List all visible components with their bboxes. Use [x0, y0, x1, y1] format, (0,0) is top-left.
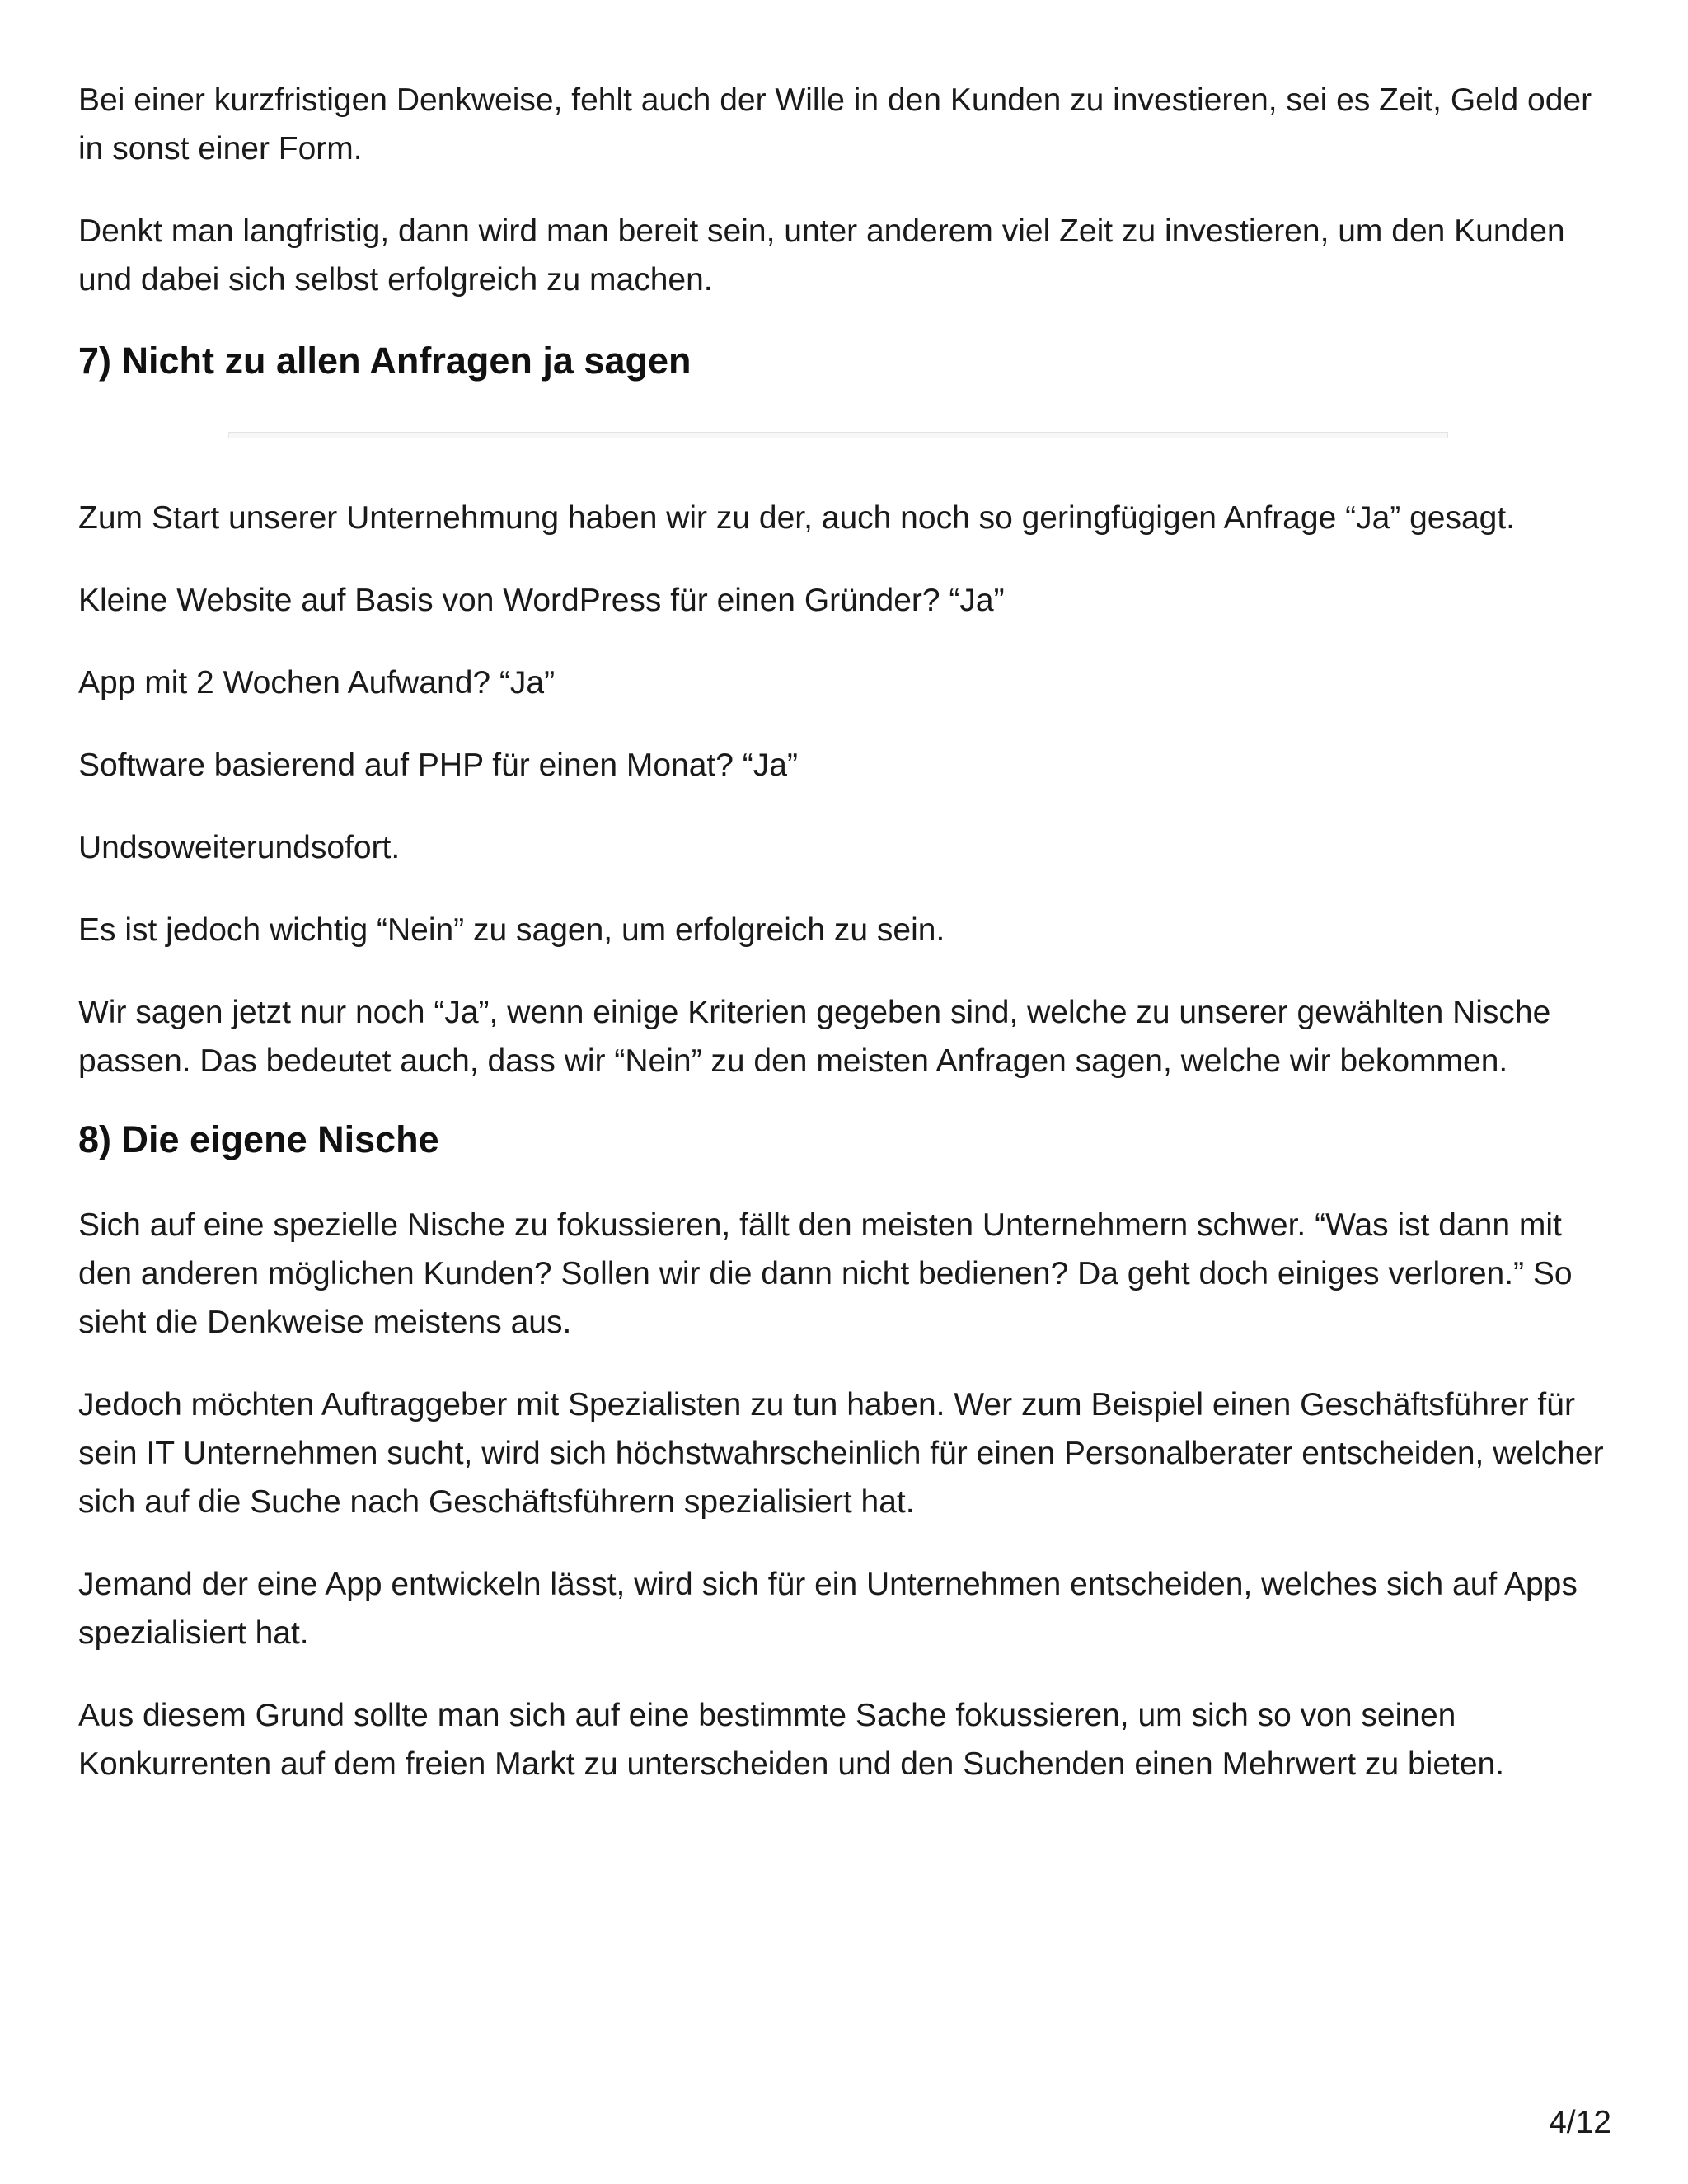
paragraph: Wir sagen jetzt nur noch “Ja”, wenn einige Kriterien gegeben sind, welche zu unserer gewählten Nische passen. Das bedeutet auch, dass wir “Nein” zu den meisten Anfragen sagen, welche wir bekommen.: [78, 995, 1551, 1079]
paragraph: Undsoweiterundsofort.: [78, 830, 401, 865]
section-heading-8: 8) Die eigene Nische: [78, 1118, 439, 1160]
section-heading-7: 7) Nicht zu allen Anfragen ja sagen: [78, 340, 692, 382]
paragraph: Jedoch möchten Auftraggeber mit Spezialisten zu tun haben. Wer zum Beispiel einen Geschäftsführer für sein IT Unternehmen sucht, wird sich höchstwahrscheinlich für einen Personalberater entscheiden, welcher sich auf die Suche nach Geschäftsführern spezialisiert hat.: [78, 1387, 1604, 1520]
image-placeholder-divider: [228, 432, 1448, 438]
paragraph: Aus diesem Grund sollte man sich auf eine bestimmte Sache fokussieren, um sich so von seinen Konkurrenten auf dem freien Markt zu unterscheiden und den Suchenden einen Mehrwert zu bieten.: [78, 1698, 1505, 1782]
paragraph: Jemand der eine App entwickeln lässt, wird sich für ein Unternehmen entscheiden, welches sich auf Apps spezialisiert hat.: [78, 1567, 1578, 1651]
paragraph: Kleine Website auf Basis von WordPress für einen Gründer? “Ja”: [78, 583, 1005, 618]
paragraph: Software basierend auf PHP für einen Monat? “Ja”: [78, 748, 798, 783]
paragraph: App mit 2 Wochen Aufwand? “Ja”: [78, 665, 556, 701]
paragraph: Denkt man langfristig, dann wird man bereit sein, unter anderem viel Zeit zu investieren, um den Kunden und dabei sich selbst erfolgreich zu machen.: [78, 213, 1565, 298]
paragraph: Zum Start unserer Unternehmung haben wir zu der, auch noch so geringfügigen Anfrage “Ja” gesagt.: [78, 500, 1516, 536]
paragraph: Sich auf eine spezielle Nische zu fokussieren, fällt den meisten Unternehmern schwer. “Was ist dann mit den anderen möglichen Kunden? Sollen wir die dann nicht bedienen? Da geht doch einiges verloren.” So sieht die Denkweise meistens aus.: [78, 1207, 1573, 1340]
paragraph: Bei einer kurzfristigen Denkweise, fehlt auch der Wille in den Kunden zu investieren, sei es Zeit, Geld oder in sonst einer Form.: [78, 82, 1592, 166]
paragraph: Es ist jedoch wichtig “Nein” zu sagen, um erfolgreich zu sein.: [78, 912, 945, 948]
document-page: [78, 76, 1620, 1822]
page-number: 4/12: [1549, 2105, 1611, 2140]
